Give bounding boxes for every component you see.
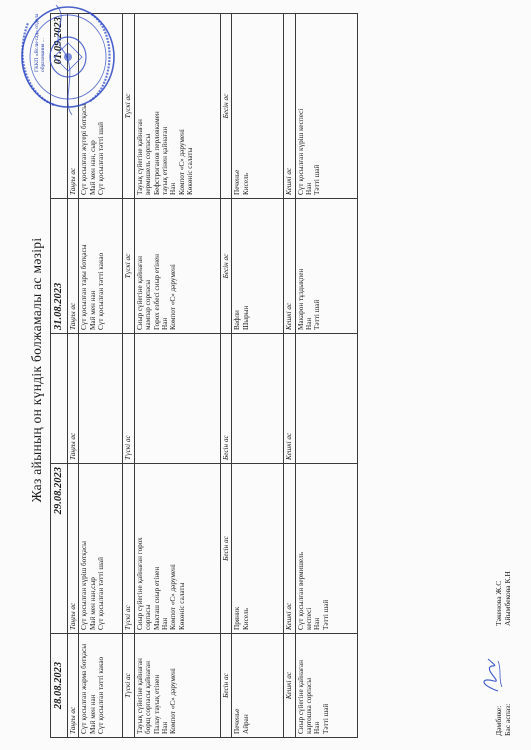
menu-item: сорпасы: [144, 604, 153, 630]
menu-cell: [232, 199, 284, 334]
menu-item: Май мен нан, сыр: [88, 140, 97, 195]
menu-table: [50, 13, 358, 738]
meal-label-dinner: Кешкі ас: [284, 334, 295, 464]
menu-item: Сүт қосылған күріш ботқасы: [80, 541, 89, 630]
meal-label-lunch: Түскі ас: [123, 464, 134, 634]
meal-label-breakfast: Таңғы ас: [68, 334, 79, 464]
document-title: Жаз айының он күндік болжамалы ас мәзірі: [29, 237, 44, 503]
meal-label-snack: Бесін ас: [220, 199, 231, 334]
menu-item: Сүт қосылған тәтті какао: [97, 656, 106, 734]
signature-row: [494, 571, 503, 736]
menu-item: Май мен нан: [88, 694, 97, 734]
menu-item: Нан: [161, 317, 170, 330]
breakfast-label-row: [68, 14, 79, 738]
menu-item: Сүт қосылған тәтті какао: [97, 252, 106, 330]
menu-cell: [134, 464, 220, 634]
breakfast-items-row: [79, 14, 123, 738]
menu-item: Тауық сүйегіне қайнаған: [135, 119, 144, 195]
date-day-2: 29.08.2023: [51, 464, 68, 634]
menu-item: мампар сорпасы: [144, 279, 153, 330]
menu-item: Нан: [305, 182, 314, 195]
meal-label-breakfast: Таңғы ас: [68, 14, 79, 199]
snack-items-row: [232, 14, 284, 738]
menu-item: картошка сорпасы: [305, 677, 314, 734]
meal-label-snack: Бесін ас: [220, 464, 231, 634]
menu-item: Тәтті шай: [321, 599, 330, 630]
signature-name: Тәкенова Ж.С: [494, 580, 503, 626]
menu-cell: [79, 634, 123, 738]
meal-label-dinner: Кешкі ас: [284, 464, 295, 634]
menu-item: Печенье: [233, 169, 242, 195]
menu-item: кеспесі: [305, 607, 314, 630]
menu-item: Сүт қосылған күріш кеспесі: [296, 108, 305, 195]
menu-item: Көкөніс салаты: [186, 147, 195, 195]
stamp-text: ГККП «Ясли-сад» отдела образования ...: [34, 13, 46, 72]
menu-item: Тауық сүйегіне қайнаған: [135, 658, 144, 734]
menu-item: вермишель сорпасы: [144, 133, 153, 195]
menu-cell: [232, 334, 284, 464]
menu-item: Нан: [305, 317, 314, 330]
menu-cell: [134, 14, 220, 199]
date-day-3: [51, 334, 68, 464]
meal-label-breakfast: Таңғы ас: [68, 634, 79, 738]
menu-item: Тәтті шай: [313, 164, 322, 195]
menu-item: Сүт қосылған тәтті шай: [97, 557, 106, 630]
official-stamp: [10, 1, 120, 119]
menu-item: Пряник: [233, 606, 242, 630]
menu-item: Сиыр сүйегіне қайнаған: [296, 659, 305, 734]
menu-cell: [79, 464, 123, 634]
menu-item: Компот «С» дәрумені: [169, 264, 178, 330]
meal-label-lunch: Түскі ас: [123, 634, 134, 738]
menu-cell: [134, 634, 220, 738]
menu-item: Шырын: [241, 305, 250, 330]
meal-label-dinner: Кешкі ас: [284, 199, 295, 334]
menu-cell: [134, 199, 220, 334]
menu-item: борщ сорпасы қайнаған: [144, 661, 153, 734]
menu-item: Нан: [313, 617, 322, 630]
date-day-5: 01.09.2023: [51, 14, 68, 199]
menu-cell: [79, 334, 123, 464]
menu-cell: [295, 199, 357, 334]
menu-item: Палау тауық етінен: [152, 674, 161, 734]
meal-label-lunch: Түскі ас: [123, 199, 134, 334]
menu-cell: [295, 334, 357, 464]
menu-item: Сүт қосылған вермишель: [296, 552, 305, 630]
meal-label-breakfast: Таңғы ас: [68, 199, 79, 334]
signature-row: [503, 571, 512, 736]
menu-item: Горох езбесі сиыр етінен: [152, 253, 161, 330]
menu-item: Сиыр сүйегіне қайнаған горох: [135, 537, 144, 630]
menu-cell: [295, 464, 357, 634]
menu-cell: [232, 634, 284, 738]
menu-cell: [295, 634, 357, 738]
lunch-items-row: [134, 14, 220, 738]
meal-label-snack: Бесін ас: [220, 14, 231, 199]
menu-cell: [134, 334, 220, 464]
menu-item: Сүт қосылған тәтті шай: [97, 122, 106, 195]
menu-item: Компот «С» дәрумені: [177, 129, 186, 195]
menu-cell: [232, 464, 284, 634]
menu-item: тауық етінен қайнаған: [161, 126, 170, 195]
menu-item: Нан: [161, 721, 170, 734]
meal-label-lunch: Түскі ас: [123, 334, 134, 464]
menu-item: Май мен нан,сыр: [88, 577, 97, 630]
dinner-label-row: [284, 14, 295, 738]
meal-label-snack: Бесін ас: [220, 634, 231, 738]
meal-label-breakfast: Таңғы ас: [68, 464, 79, 634]
menu-item: Компот «С» дәрумені: [169, 564, 178, 630]
meal-label-dinner: Кешкі ас: [284, 14, 295, 199]
menu-item: Көкөніс салаты: [177, 582, 186, 630]
menu-item: Кисель: [241, 173, 250, 195]
meal-label-lunch: Түскі ас: [123, 14, 134, 199]
meal-label-dinner: Кешкі ас: [284, 634, 295, 738]
menu-item: Кисель: [241, 608, 250, 630]
menu-item: Печенье: [233, 708, 242, 734]
signature-role: Бас аспаз:: [503, 703, 512, 736]
menu-item: Компот «С» дәрумені: [169, 668, 178, 734]
menu-item: Тәтті шай: [321, 703, 330, 734]
date-day-4: 31.08.2023: [51, 199, 68, 334]
menu-cell: [79, 199, 123, 334]
menu-item: Бефстроганов перловкамен: [152, 111, 161, 195]
meal-label-snack: Бесін ас: [220, 334, 231, 464]
menu-item: Май мен нан: [88, 290, 97, 330]
menu-item: Вафли: [233, 310, 242, 330]
menu-item: Айран: [241, 714, 250, 734]
menu-cell: [232, 14, 284, 199]
dinner-items-row: [295, 14, 357, 738]
menu-item: Нан: [161, 617, 170, 630]
menu-item: Сүт қосылған жарма ботқасы: [80, 643, 89, 734]
menu-item: Макташ сиыр етінен: [152, 566, 161, 630]
date-header-row: [51, 14, 68, 738]
menu-item: Сүт қосылған тары ботқасы: [80, 244, 89, 330]
lunch-label-row: [123, 14, 134, 738]
menu-item: Тәтті шай: [313, 299, 322, 330]
snack-label-row: [220, 14, 231, 738]
signature-block: [494, 571, 512, 736]
menu-item: Сиыр сүйегіне қайнаған: [135, 255, 144, 330]
date-day-1: 28.08.2023: [51, 634, 68, 738]
signature-name: Айымбекова К.Н: [503, 571, 512, 626]
menu-item: Сүт қосылған жүгері ботқасы: [80, 104, 89, 195]
menu-item: Нан: [313, 721, 322, 734]
menu-item: Макарон тұздықпен: [296, 268, 305, 330]
signature-role: Дәмбике:: [494, 705, 503, 736]
menu-item: Нан: [169, 182, 178, 195]
menu-cell: [295, 14, 357, 199]
